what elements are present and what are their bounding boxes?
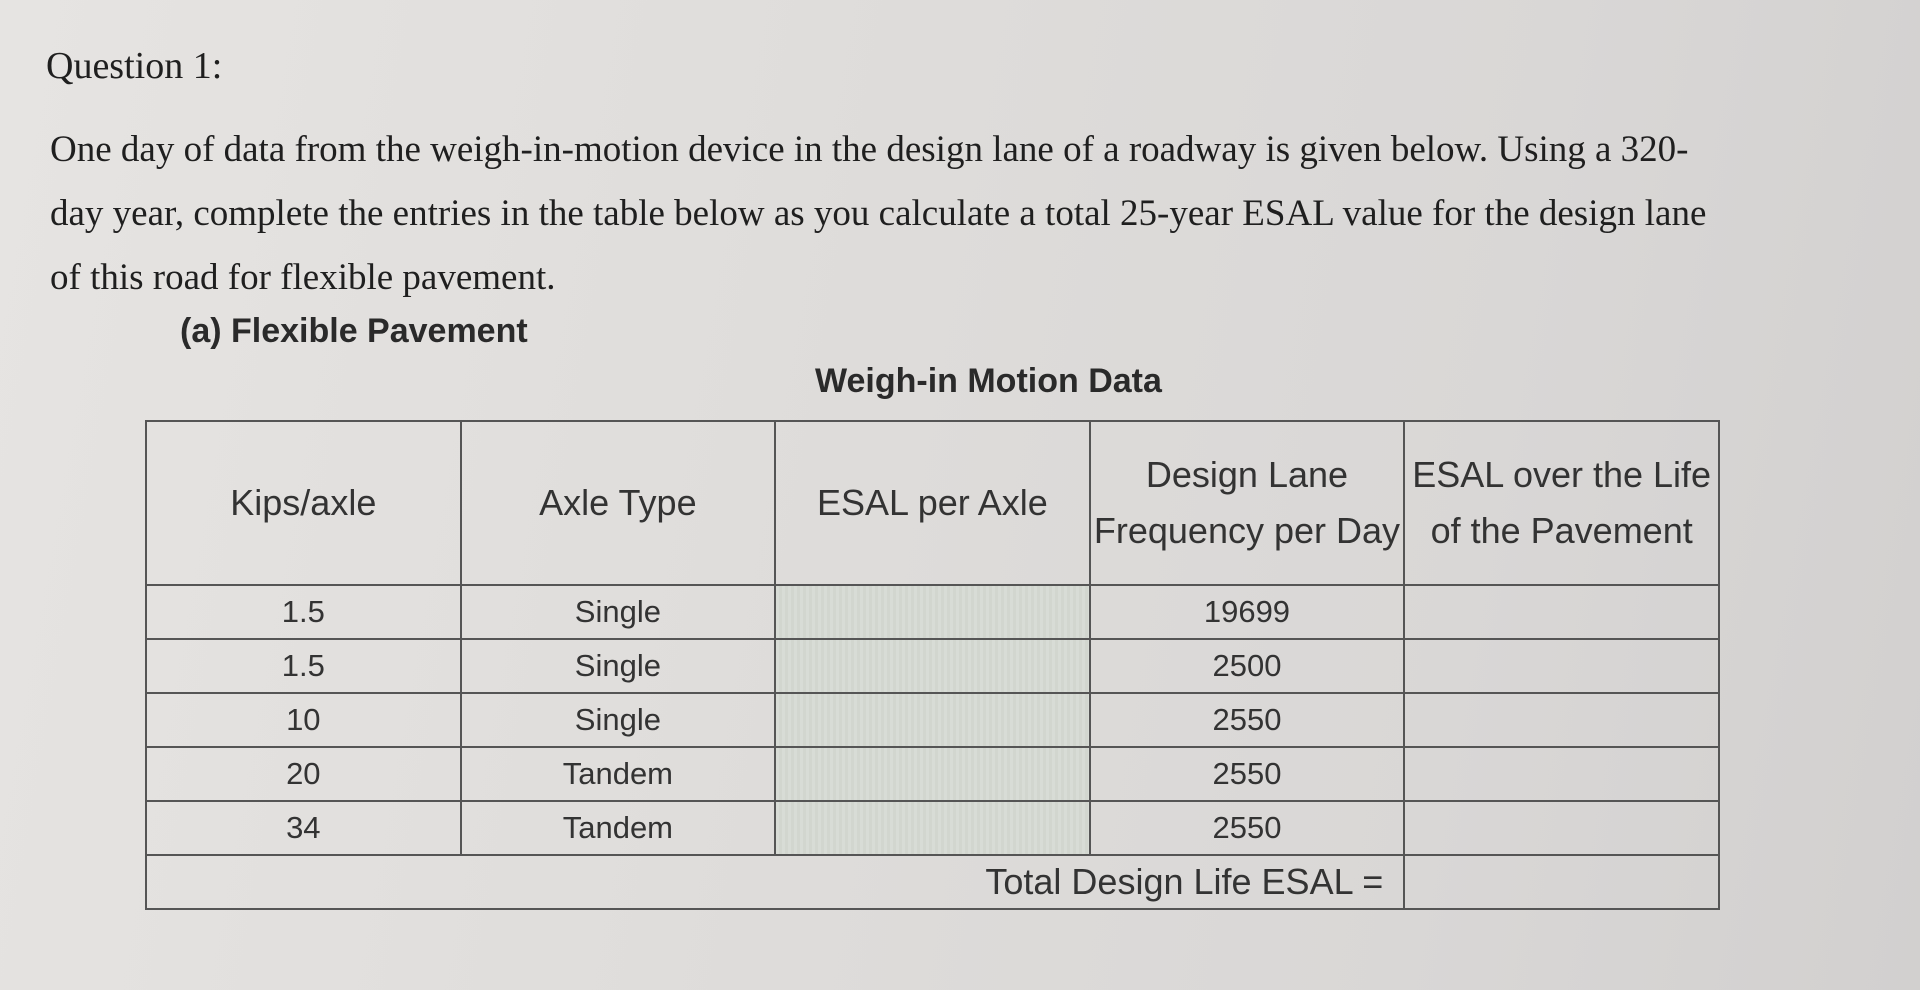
cell-esal-per-axle[interactable] [775, 747, 1089, 801]
total-row [146, 855, 1719, 909]
cell-esal-per-axle[interactable] [775, 801, 1089, 855]
question-text-line: day year, complete the entries in the table below as you calculate a total 25-year ESAL value for the design lane [50, 193, 1707, 234]
cell-kips: 34 [146, 801, 461, 855]
cell-kips: 1.5 [146, 585, 461, 639]
cell-esal-life[interactable] [1404, 693, 1719, 747]
question-text-line: One day of data from the weigh-in-motion device in the design lane of a roadway is given below. Using a 320- [50, 129, 1689, 170]
cell-frequency: 2550 [1090, 801, 1405, 855]
cell-axle-type: Tandem [461, 801, 776, 855]
cell-esal-life[interactable] [1404, 747, 1719, 801]
cell-esal-per-axle[interactable] [775, 585, 1089, 639]
cell-kips: 1.5 [146, 639, 461, 693]
part-label: (a) Flexible Pavement [180, 312, 528, 350]
header-esal-over-life: ESAL over the Life of the Pavement [1404, 421, 1719, 585]
cell-frequency: 2550 [1090, 693, 1405, 747]
header-design-lane-frequency: Design Lane Frequency per Day [1090, 421, 1405, 585]
cell-frequency: 2500 [1090, 639, 1405, 693]
table-header-row [146, 421, 1719, 585]
cell-kips: 20 [146, 747, 461, 801]
table-row [146, 585, 1719, 639]
cell-axle-type: Single [461, 639, 776, 693]
header-esal-per-axle: ESAL per Axle [775, 421, 1089, 585]
cell-esal-life[interactable] [1404, 585, 1719, 639]
header-axle-type: Axle Type [461, 421, 776, 585]
total-design-life-esal-label: Total Design Life ESAL = [146, 855, 1404, 909]
table-row [146, 801, 1719, 855]
table-caption: Weigh-in Motion Data [815, 362, 1162, 400]
cell-esal-life[interactable] [1404, 801, 1719, 855]
table-row [146, 747, 1719, 801]
table-row [146, 639, 1719, 693]
cell-esal-life[interactable] [1404, 639, 1719, 693]
cell-kips: 10 [146, 693, 461, 747]
weigh-in-motion-table [145, 420, 1720, 910]
cell-frequency: 19699 [1090, 585, 1405, 639]
question-text-line: of this road for flexible pavement. [50, 257, 556, 298]
total-design-life-esal-value[interactable] [1404, 855, 1719, 909]
table-row [146, 693, 1719, 747]
cell-axle-type: Tandem [461, 747, 776, 801]
cell-esal-per-axle[interactable] [775, 639, 1089, 693]
header-kips-per-axle: Kips/axle [146, 421, 461, 585]
question-title: Question 1: [46, 45, 223, 87]
cell-axle-type: Single [461, 585, 776, 639]
cell-axle-type: Single [461, 693, 776, 747]
cell-esal-per-axle[interactable] [775, 693, 1089, 747]
question-text [50, 118, 1850, 310]
cell-frequency: 2550 [1090, 747, 1405, 801]
